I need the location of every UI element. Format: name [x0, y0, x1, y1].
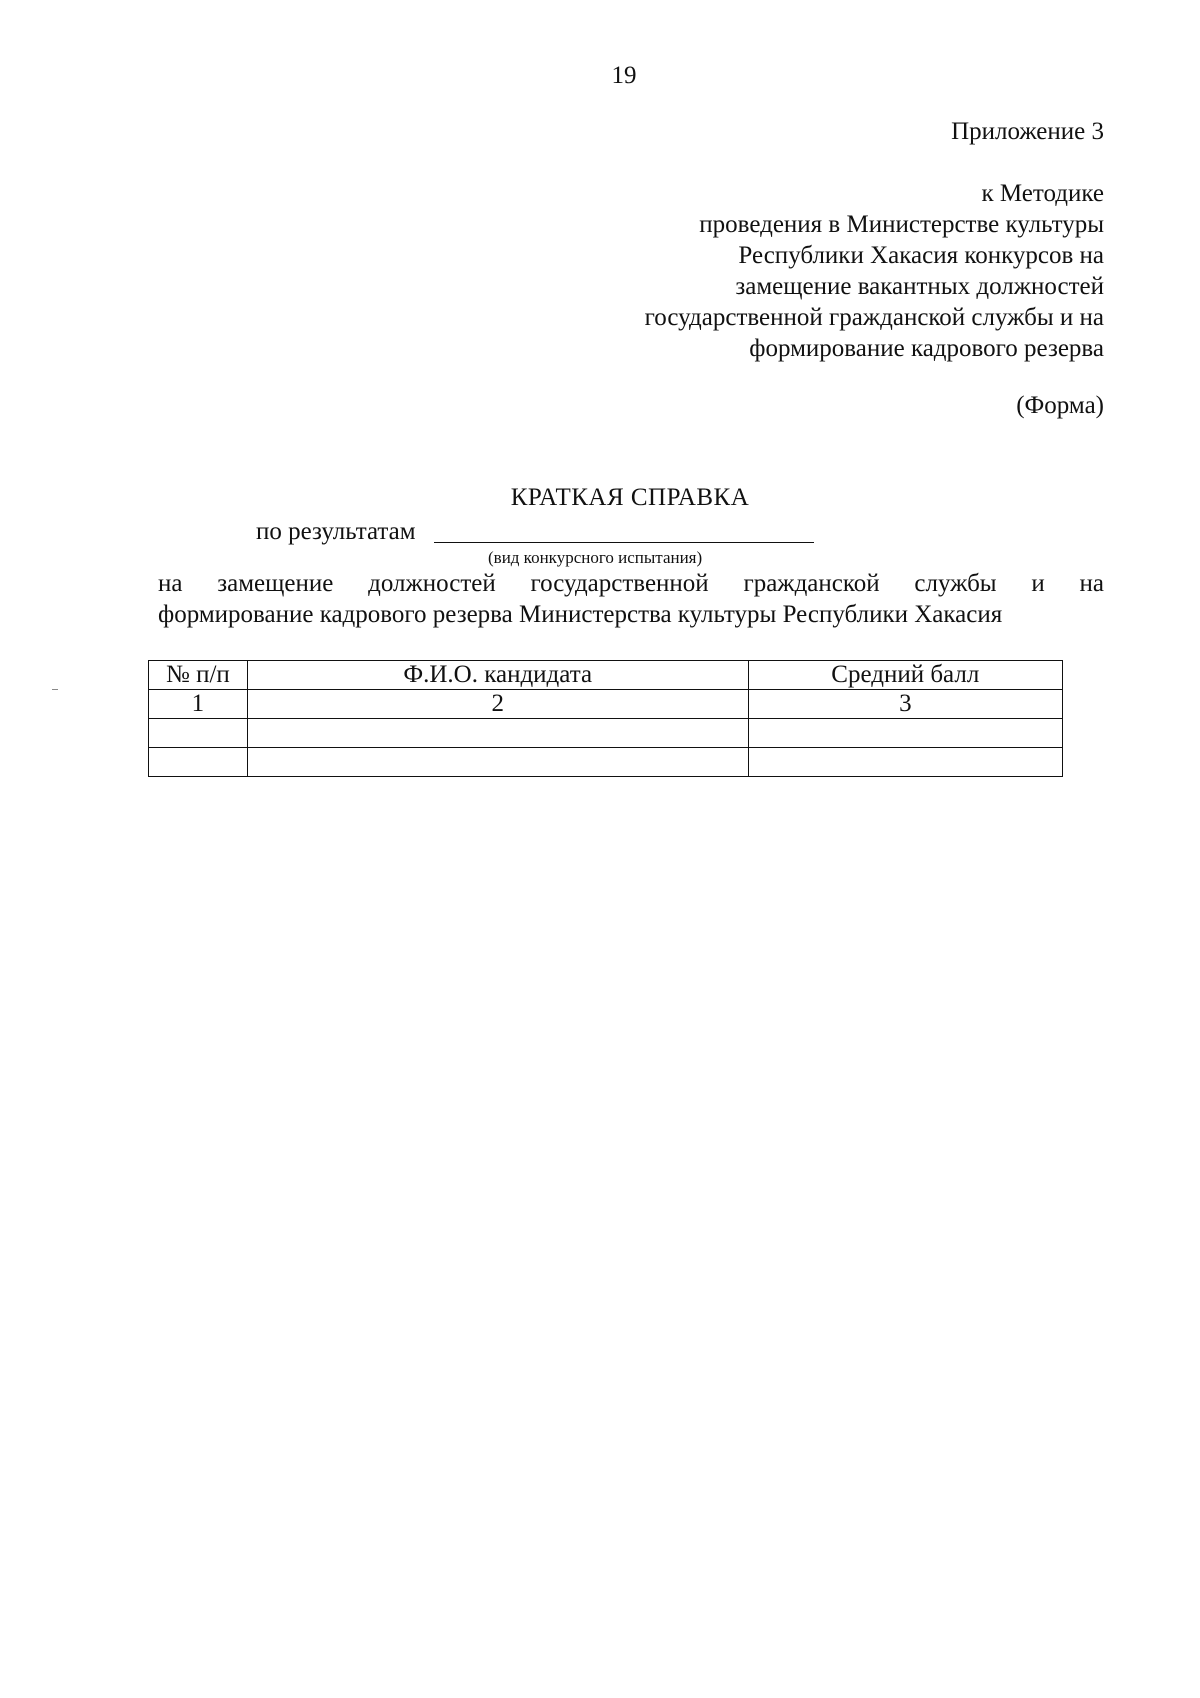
- table-cell[interactable]: [247, 748, 748, 777]
- table-cell: 3: [748, 690, 1062, 719]
- table-cell[interactable]: [748, 719, 1062, 748]
- purpose-line: формирование кадрового резерва Министерства культуры Республики Хакасия: [158, 601, 1003, 628]
- table-cell: 1: [149, 690, 248, 719]
- header-number: № п/п: [149, 661, 248, 690]
- results-table: [148, 660, 1063, 777]
- table-row: [149, 690, 1063, 719]
- table-cell[interactable]: [247, 719, 748, 748]
- results-prefix: по результатам: [256, 518, 416, 545]
- table-header-row: [149, 661, 1063, 690]
- annex-line: замещение вакантных должностей: [735, 273, 1104, 300]
- results-blank-line[interactable]: [434, 542, 814, 543]
- annex-line: Республики Хакасия конкурсов на: [738, 242, 1104, 269]
- annex-line: государственной гражданской службы и на: [644, 304, 1104, 331]
- annex-line: проведения в Министерстве культуры: [699, 211, 1104, 238]
- page-number: 19: [611, 62, 637, 89]
- table-cell[interactable]: [149, 719, 248, 748]
- header-candidate-name: Ф.И.О. кандидата: [247, 661, 748, 690]
- purpose-line: на замещение должностей государственной гражданской службы и на: [158, 570, 1104, 597]
- annex-title: Приложение 3: [951, 118, 1104, 145]
- purpose-text: [158, 568, 1104, 630]
- table-row: [149, 748, 1063, 777]
- annex-line: к Методике: [981, 180, 1104, 207]
- header-average-score: Средний балл: [748, 661, 1062, 690]
- results-hint: (вид конкурсного испытания): [488, 548, 703, 567]
- table-row: [149, 719, 1063, 748]
- annex-line: формирование кадрового резерва: [749, 335, 1104, 362]
- table-cell[interactable]: [748, 748, 1062, 777]
- table-cell[interactable]: [149, 748, 248, 777]
- annex-reference: [645, 178, 1104, 364]
- margin-mark: [52, 689, 58, 690]
- form-label: (Форма): [1016, 392, 1104, 419]
- table-cell: 2: [247, 690, 748, 719]
- document-title: КРАТКАЯ СПРАВКА: [510, 484, 750, 511]
